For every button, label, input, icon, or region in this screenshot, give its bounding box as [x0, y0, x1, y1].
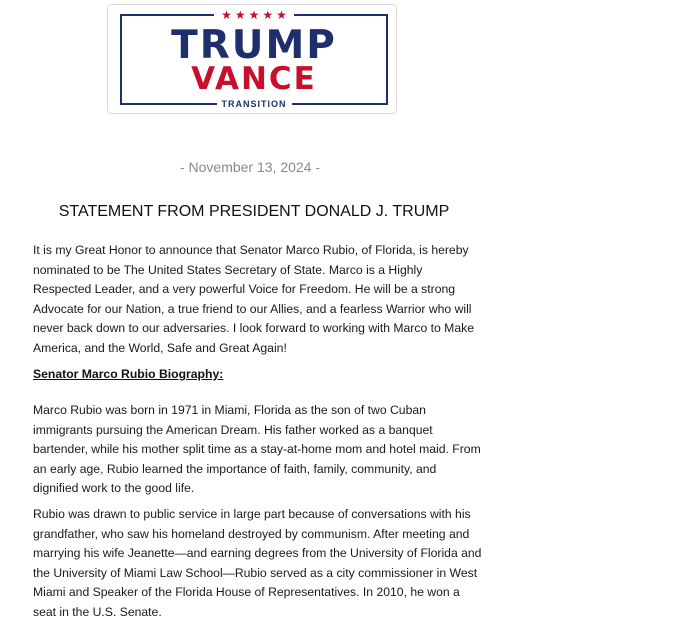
- logo-vance-text: VANCE: [191, 61, 317, 97]
- logo-transition-label: [122, 99, 386, 109]
- biography-heading: Senator Marco Rubio Biography:: [33, 367, 224, 381]
- intro-paragraph: It is my Great Honor to announce that Senator Marco Rubio, of Florida, is hereby nominated to be The United States Secretary of State. Marco is a Highly Respected Leader, and a very powerful Voice for Freedom. He will be a strong Advocate for our Nation, a true friend to our Allies, and a fearless Warrior who will never back down to our adversaries. I look forward to working with Marco to Make America, and the World, Safe and Great Again!: [33, 243, 474, 355]
- statement-title: STATEMENT FROM PRESIDENT DONALD J. TRUMP: [58, 203, 450, 220]
- logo-transition-text: TRANSITION: [217, 99, 292, 109]
- statement-date: - November 13, 2024 -: [179, 159, 321, 175]
- logo-trump-text: TRUMP: [171, 23, 337, 68]
- biography-paragraph-1: Marco Rubio was born in 1971 in Miami, Florida as the son of two Cuban immigrants pursuing the American Dream. His father worked as a banquet bartender, while his mother split time as a stay-at-home mom and hotel maid. From an early age, Rubio learned the importance of faith, family, community, and dignified work to the good life.: [33, 403, 481, 495]
- star-icons: ★★★★★: [214, 9, 294, 21]
- logo-frame: [120, 8, 388, 109]
- biography-paragraph-2: Rubio was drawn to public service in large part because of conversations with his grandfather, who saw his homeland destroyed by communism. After meeting and marrying his wife Jeanette—and earning degrees from the University of Florida and the University of Miami Law School—Rubio served as a city commissioner in West Miami and Speaker of the Florida House of Representatives. In 2010, he won a seat in the U.S. Senate.: [33, 507, 482, 619]
- trump-vance-transition-logo: [107, 4, 397, 114]
